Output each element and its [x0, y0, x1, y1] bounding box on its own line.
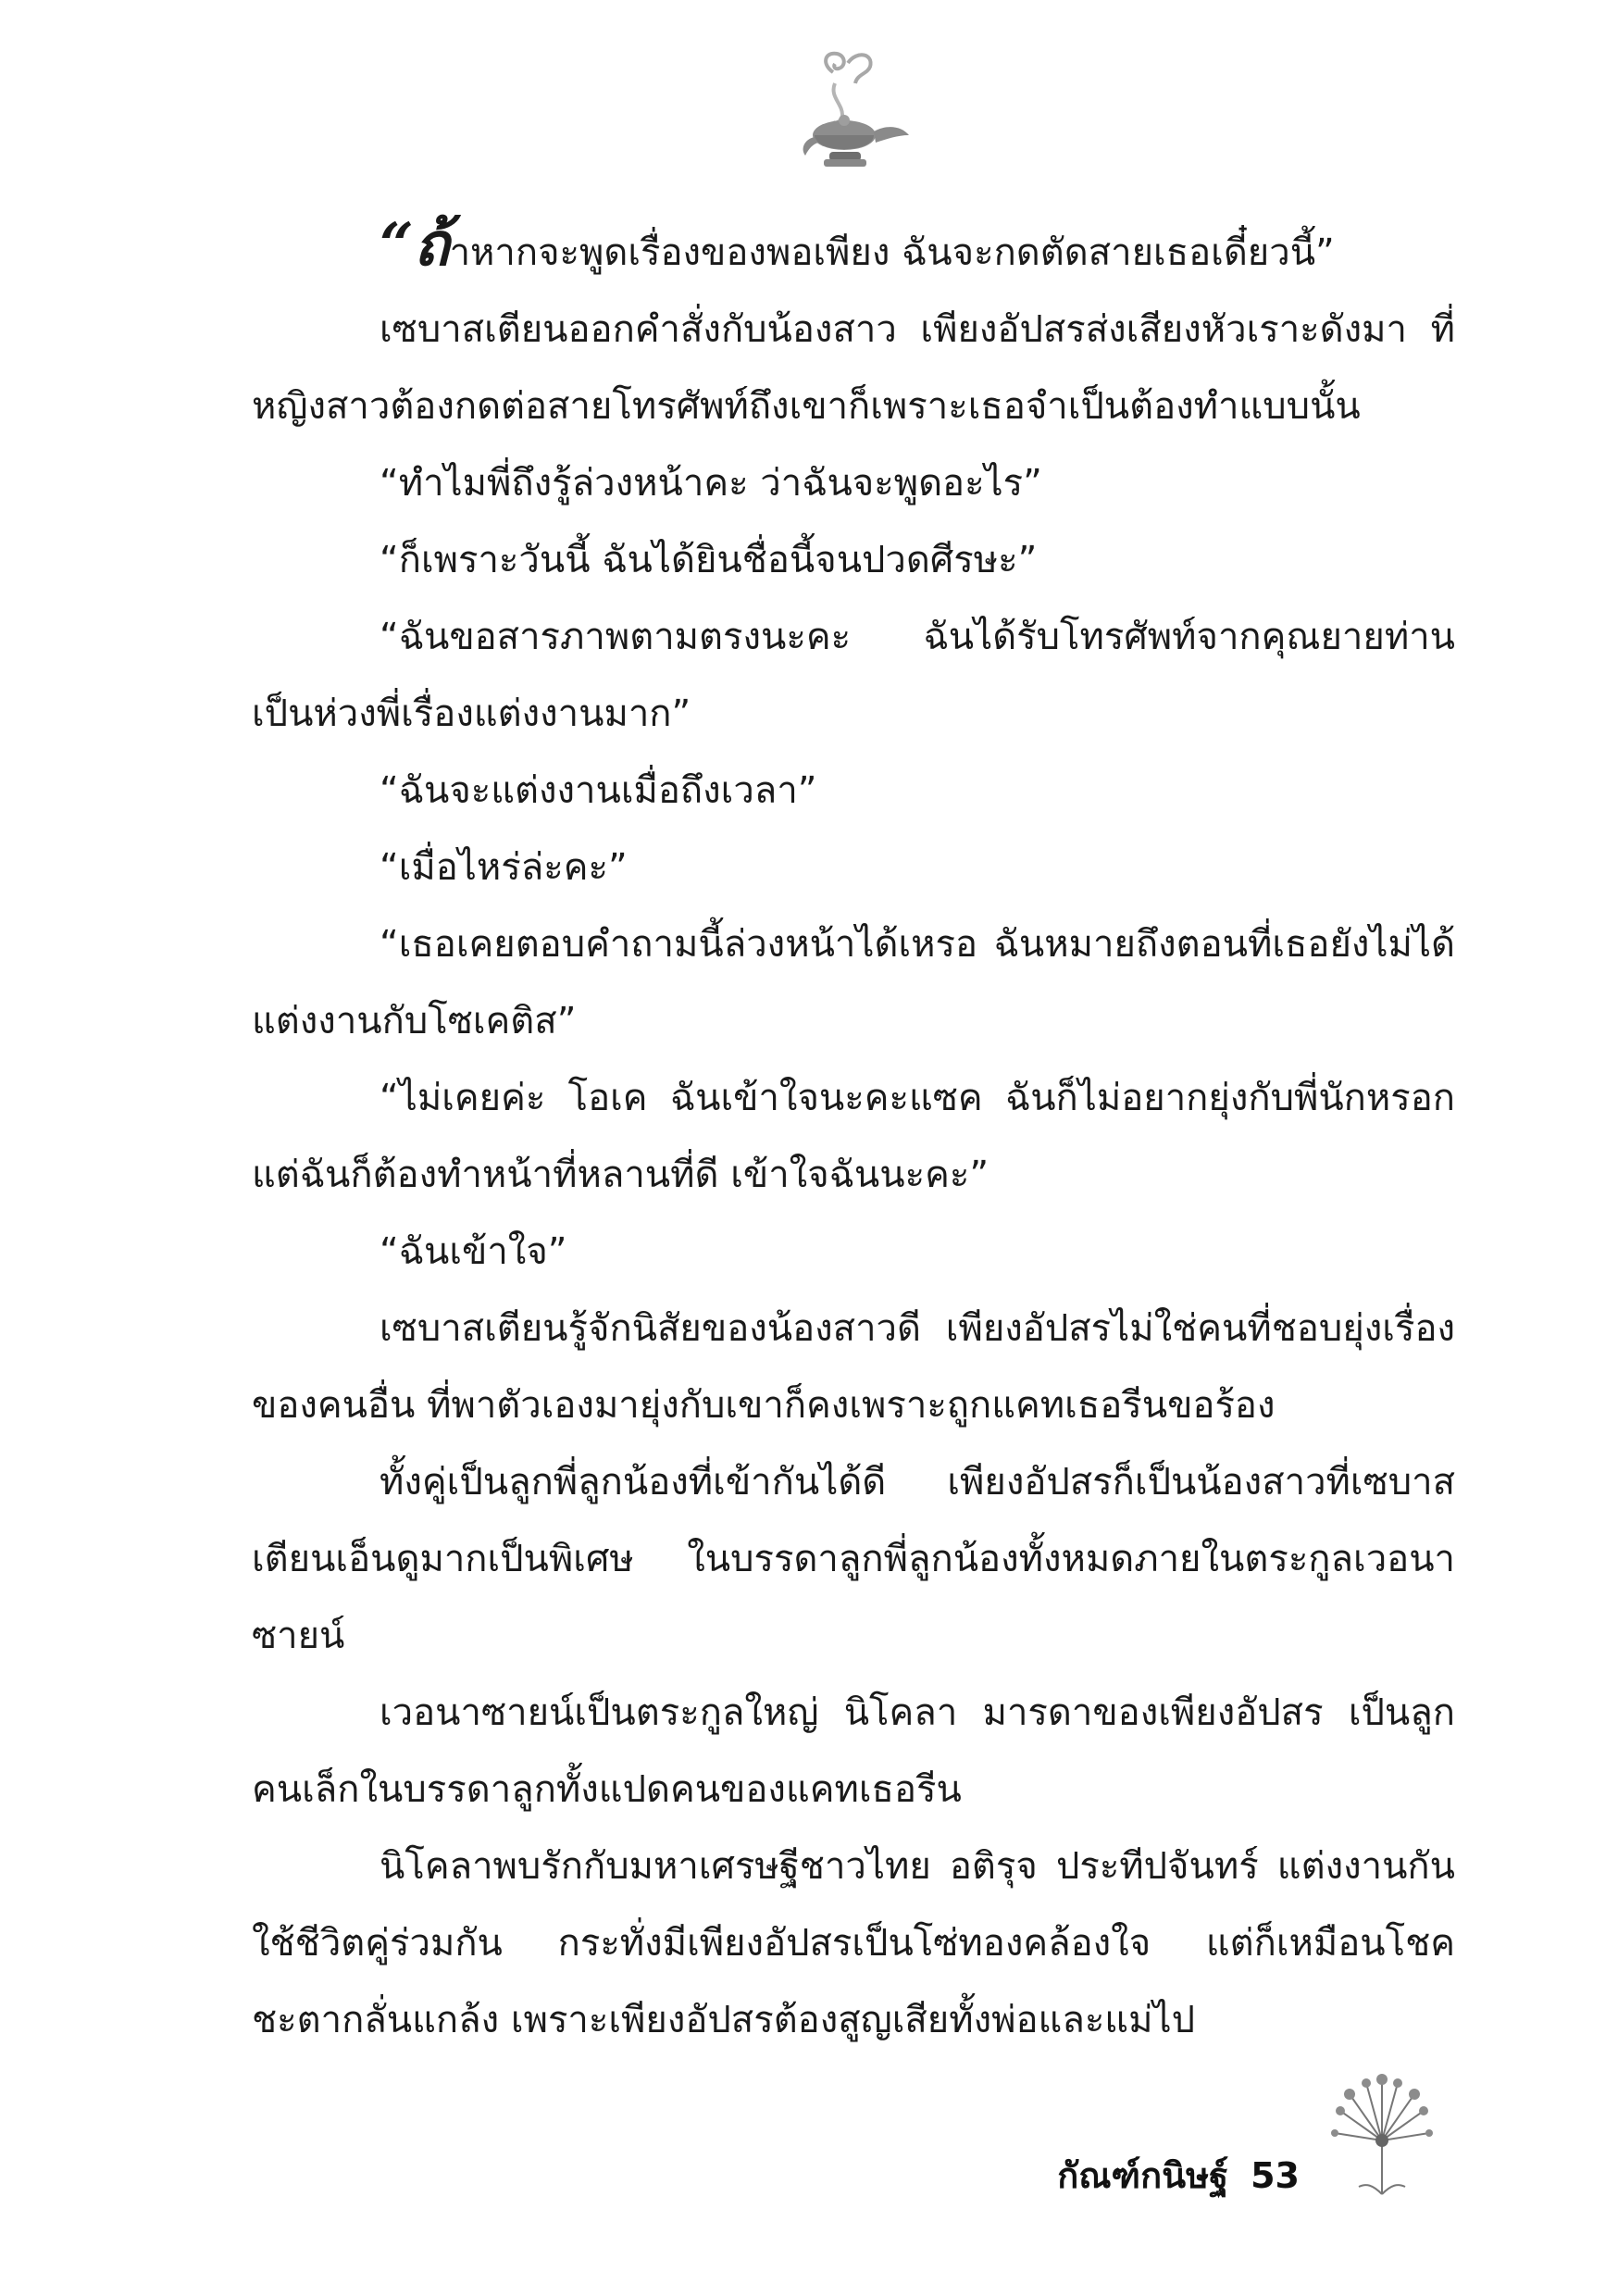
paragraph: นิโคลาพบรักกับมหาเศรษฐีชาวไทย อติรุจ ประทีปจันทร์ แต่งงานกัน ใช้ชีวิตคู่ร่วมกัน กระทั่งมีเพียงอัปสรเป็นโซ่ทองคล้องใจ แต่ก็เหมือนโชคชะตากลั่นแกล้ง เพราะเพียงอัปสรต้องสูญเสียทั้งพ่อและแม่ไป: [252, 1845, 1455, 2041]
paragraph: “ฉันเข้าใจ”: [380, 1230, 567, 1273]
drop-cap: “ถ้: [380, 210, 450, 280]
paragraph: ทั้งคู่เป็นลูกพี่ลูกน้องที่เข้ากันได้ดี เพียงอัปสรก็เป็นน้องสาวที่เซบาสเตียนเอ็นดูมากเป็นพิเศษ ในบรรดาลูกพี่ลูกน้องทั้งหมดภายในตระกูลเวอนาซายน์: [252, 1461, 1455, 1657]
lamp-ornament-icon: [778, 46, 916, 185]
page-number: 53: [1251, 2155, 1300, 2196]
paragraph: “ทำไมพี่ถึงรู้ล่วงหน้าคะ ว่าฉันจะพูดอะไร”: [380, 462, 1042, 505]
paragraph: เวอนาซายน์เป็นตระกูลใหญ่ นิโคลา มารดาของเพียงอัปสร เป็นลูกคนเล็กในบรรดาลูกทั้งแปดคนของแคทเธอรีน: [252, 1691, 1455, 1811]
paragraph: “เธอเคยตอบคำถามนี้ล่วงหน้าได้เหรอ ฉันหมายถึงตอนที่เธอยังไม่ได้แต่งงานกับโซเคติส”: [252, 923, 1455, 1042]
body-text: [252, 210, 1455, 2059]
paragraph: เซบาสเตียนออกคำสั่งกับน้องสาว เพียงอัปสรส่งเสียงหัวเราะดังมา ที่หญิงสาวต้องกดต่อสายโทรศัพท์ถึงเขาก็เพราะเธอจำเป็นต้องทำแบบนั้น: [252, 308, 1455, 428]
paragraph: เซบาสเตียนรู้จักนิสัยของน้องสาวดี เพียงอัปสรไม่ใช่คนที่ชอบยุ่งเรื่องของคนอื่น ที่พาตัวเองมายุ่งกับเขาก็คงเพราะถูกแคทเธอรีนขอร้อง: [252, 1307, 1455, 1427]
paragraph: “เมื่อไหร่ล่ะคะ”: [380, 846, 628, 889]
paragraph: “ก็เพราะวันนี้ ฉันได้ยินชื่อนี้จนปวดศีรษะ”: [380, 539, 1038, 581]
flower-ornament-icon: [1322, 2074, 1442, 2203]
paragraph: “ไม่เคยค่ะ โอเค ฉันเข้าใจนะคะแซค ฉันก็ไม่อยากยุ่งกับพี่นักหรอก แต่ฉันก็ต้องทำหน้าที่หลานที่ดี เข้าใจฉันนะคะ”: [252, 1077, 1455, 1196]
book-title: กัณฑ์กนิษฐ์: [1057, 2155, 1229, 2196]
opening-paragraph: [252, 210, 1455, 292]
opening-text: าหากจะพูดเรื่องของพอเพียง ฉันจะกดตัดสายเธอเดี๋ยวนี้”: [449, 231, 1335, 274]
page-footer: [1057, 2074, 1442, 2203]
paragraph: “ฉันขอสารภาพตามตรงนะคะ ฉันได้รับโทรศัพท์จากคุณยายท่านเป็นห่วงพี่เรื่องแต่งงานมาก”: [252, 616, 1455, 735]
paragraph: “ฉันจะแต่งงานเมื่อถึงเวลา”: [380, 769, 817, 812]
